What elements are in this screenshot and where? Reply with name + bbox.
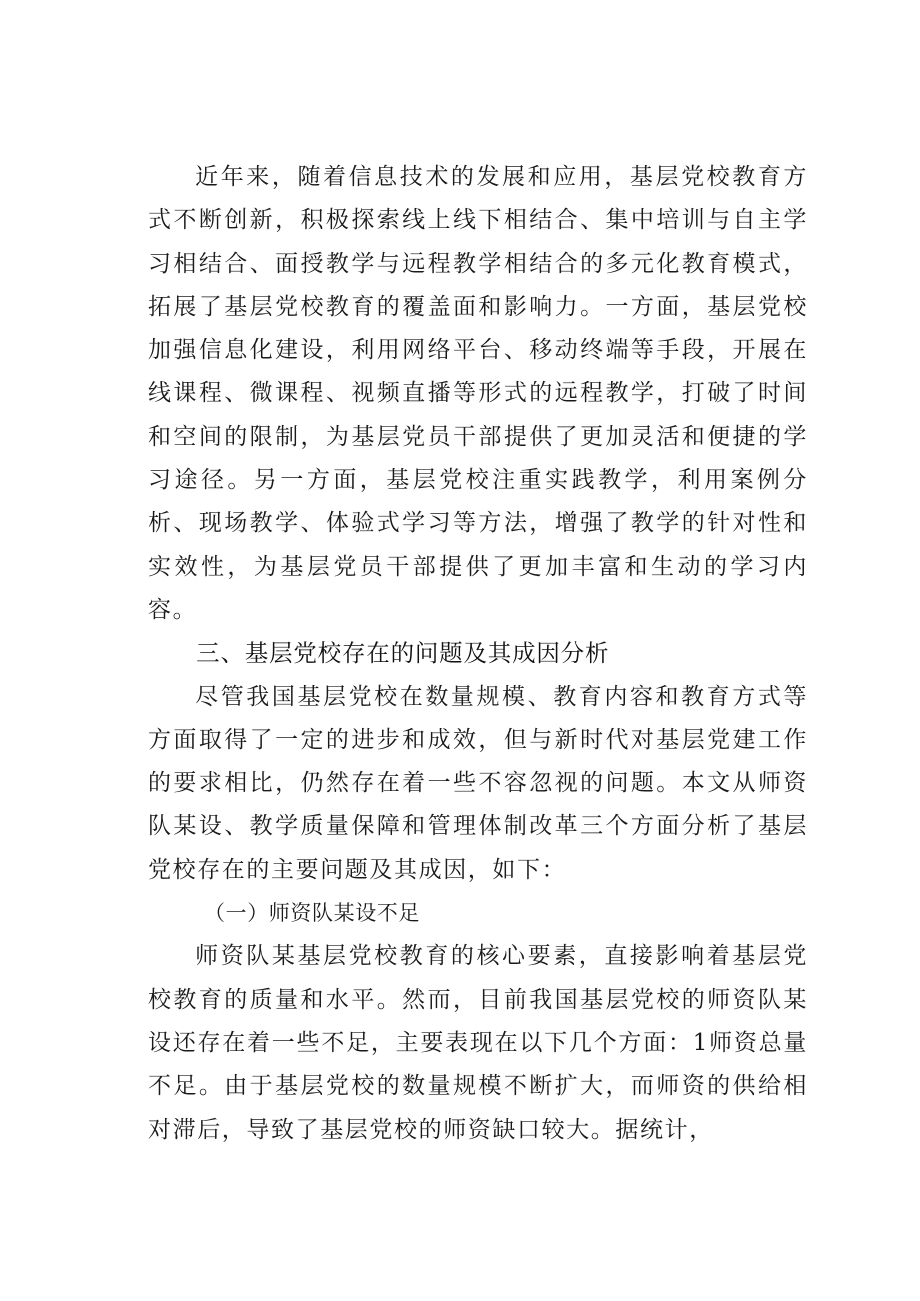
subsection-heading: （一）师资队某设不足 (204, 901, 420, 926)
section-heading: 三、基层党校存在的问题及其成因分析 (196, 639, 610, 668)
document-body (148, 156, 808, 1152)
paragraph-faculty: 师资队某基层党校教育的核心要素，直接影响着基层党校教育的质量和水平。然而，目前我国基层党校的师资队某设还存在着一些不足，主要表现在以下几个方面：1师资总量不足。由于基层党校的数量规模不断扩大，而师资的供给相对滞后，导致了基层党校的师资缺口较大。据统计， (148, 943, 808, 1143)
paragraph-info-tech: 近年来，随着信息技术的发展和应用，基层党校教育方式不断创新，积极探索线上线下相结合、集中培训与自主学习相结合、面授教学与远程教学相结合的多元化教育模式，拓展了基层党校教育的覆盖面和影响力。一方面，基层党校加强信息化建设，利用网络平台、移动终端等手段，开展在线课程、微课程、视频直播等形式的远程教学，打破了时间和空间的限制，为基层党员干部提供了更加灵活和便捷的学习途径。另一方面，基层党校注重实践教学，利用案例分析、现场教学、体验式学习等方法，增强了教学的针对性和实效性，为基层党员干部提供了更加丰富和生动的学习内容。 (148, 164, 808, 623)
paragraph-problems-intro: 尽管我国基层党校在数量规模、教育内容和教育方式等方面取得了一定的进步和成效，但与新时代对基层党建工作的要求相比，仍然存在着一些不容忽视的问题。本文从师资队某设、教学质量保障和管理体制改革三个方面分析了基层党校存在的主要问题及其成因，如下： (148, 683, 808, 883)
